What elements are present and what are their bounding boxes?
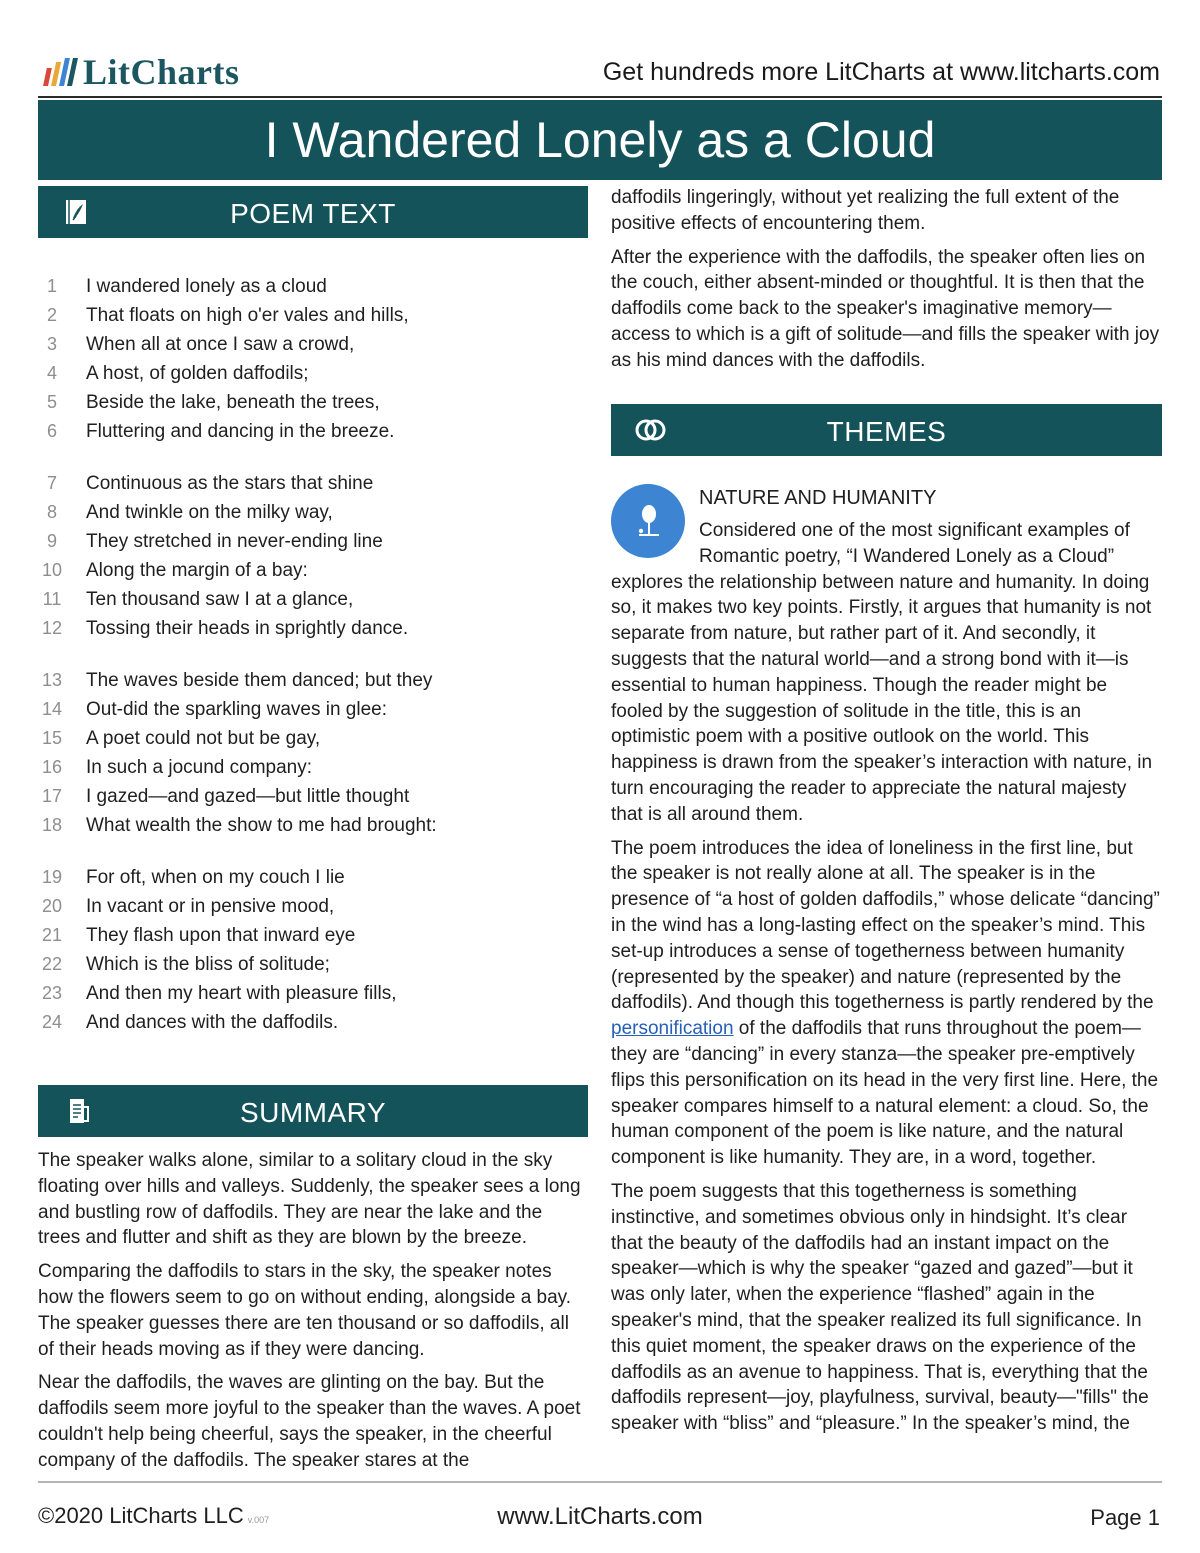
line-text: Ten thousand saw I at a glance, xyxy=(86,589,354,610)
poem-line xyxy=(38,614,588,643)
poem-line xyxy=(38,585,588,614)
page-number: Page 1 xyxy=(1090,1505,1160,1530)
summary-continued xyxy=(611,185,1162,382)
line-number: 5 xyxy=(46,392,57,412)
line-text: And then my heart with pleasure fills, xyxy=(86,983,397,1004)
line-text: Continuous as the stars that shine xyxy=(86,473,374,494)
line-text: That floats on high o'er vales and hills, xyxy=(86,305,409,326)
poem-line xyxy=(38,330,588,359)
poem-line xyxy=(38,469,588,498)
poem-line xyxy=(38,272,588,301)
line-text: I gazed—and gazed—but little thought xyxy=(86,786,410,807)
line-text: I wandered lonely as a cloud xyxy=(86,276,327,297)
poem-line xyxy=(38,950,588,979)
poem-body xyxy=(38,272,588,1060)
line-number: 16 xyxy=(41,757,63,777)
poem-stanza xyxy=(38,272,588,446)
theme-paragraph xyxy=(611,836,1162,1171)
line-number: 8 xyxy=(46,502,57,522)
poem-line xyxy=(38,556,588,585)
line-text: And dances with the daffodils. xyxy=(86,1012,339,1033)
poem-line xyxy=(38,782,588,811)
themes-header xyxy=(611,404,1162,456)
line-text: For oft, when on my couch I lie xyxy=(86,867,345,888)
summary-paragraph: The speaker walks alone, similar to a solitary cloud in the sky floating over hills and valleys. Suddenly, the speaker sees a long and bustling row of daffodils. They are near the lake and the trees and flutter and shift as they are blown by the breeze. xyxy=(38,1150,581,1249)
line-text: A poet could not but be gay, xyxy=(86,728,321,749)
poem-line xyxy=(38,359,588,388)
copyright-text: ©2020 LitCharts LLC xyxy=(38,1503,244,1528)
line-number: 12 xyxy=(41,618,63,638)
line-text: In such a jocund company: xyxy=(86,757,313,778)
personification-link[interactable]: personification xyxy=(611,1018,734,1040)
line-text: And twinkle on the milky way, xyxy=(86,502,333,523)
version-text: v.007 xyxy=(247,1515,270,1525)
line-number: 10 xyxy=(41,560,63,580)
line-text: In vacant or in pensive mood, xyxy=(86,896,335,917)
line-number: 1 xyxy=(46,276,57,296)
summary-title: SUMMARY xyxy=(239,1097,387,1128)
summary-paragraph: daffodils lingeringly, without yet realizing the full extent of the positive effects of encountering them. xyxy=(611,187,1120,234)
line-number: 24 xyxy=(41,1012,63,1032)
footer-divider xyxy=(38,1481,1162,1483)
line-number: 6 xyxy=(46,421,57,441)
logo-bars-icon xyxy=(43,58,78,86)
page-title: I Wandered Lonely as a Cloud xyxy=(38,100,1162,180)
poem-text-header xyxy=(38,186,588,238)
line-text: What wealth the show to me had brought: xyxy=(86,815,437,836)
line-text: Tossing their heads in sprightly dance. xyxy=(86,618,409,639)
theme-text: The poem introduces the idea of loneliness in the first line, but the speaker is not really alone at all. The speaker is in the presence of “a host of golden daffodils,” whose delicate “dancing” in the wind has a long-lasting effect on the speaker’s mind. This set-up introduces a sense of togetherness between humanity (represented by the speaker) and nature (represented by the daffodils). And though this togetherness is partly rendered by the xyxy=(611,837,1160,1014)
line-number: 7 xyxy=(46,473,57,493)
poem-text-title: POEM TEXT xyxy=(230,198,396,229)
line-number: 19 xyxy=(41,867,63,887)
tree-icon xyxy=(611,484,685,558)
summary-paragraph: Near the daffodils, the waves are glinting on the bay. But the daffodils seem more joyful to the speaker than the waves. A poet couldn't help being cheerful, says the speaker, in the cheerful company of the daffodils. The speaker stares at the xyxy=(38,1372,581,1471)
poem-line xyxy=(38,753,588,782)
line-number: 2 xyxy=(46,305,57,325)
summary-paragraph: Comparing the daffodils to stars in the sky, the speaker notes how the flowers seem to go on without ending, alongside a bay. The speaker guesses there are ten thousand or so daffodils, all of their heads moving as if they were dancing. xyxy=(38,1261,572,1360)
logo-wordmark: LitCharts xyxy=(83,52,240,92)
line-text: Fluttering and dancing in the breeze. xyxy=(86,421,395,442)
line-number: 11 xyxy=(42,589,62,609)
line-text: A host, of golden daffodils; xyxy=(86,363,309,384)
poem-line xyxy=(38,979,588,1008)
poem-line xyxy=(38,527,588,556)
line-text: The waves beside them danced; but they xyxy=(86,670,433,691)
line-number: 9 xyxy=(46,531,57,551)
line-number: 3 xyxy=(46,334,57,354)
poem-line xyxy=(38,921,588,950)
theme-text: of the daffodils that runs throughout the poem—they are “dancing” in every stanza—the speaker pre-emptively flips this personification on its head in the very first line. Here, the speaker compares himself to a natural element: a cloud. So, the human component of the poem is like nature, and the natural component is like humanity. They are, in a word, together. xyxy=(611,1018,1159,1169)
poem-line xyxy=(38,388,588,417)
page-header xyxy=(38,52,1162,96)
line-number: 15 xyxy=(41,728,63,748)
line-text: Out-did the sparkling waves in glee: xyxy=(86,699,387,720)
poem-line xyxy=(38,892,588,921)
poem-line xyxy=(38,417,588,446)
line-number: 18 xyxy=(41,815,63,835)
poem-line xyxy=(38,863,588,892)
theme-title: NATURE AND HUMANITY xyxy=(699,487,937,509)
line-number: 21 xyxy=(41,925,63,945)
themes-title: THEMES xyxy=(826,416,947,447)
line-text: Beside the lake, beneath the trees, xyxy=(86,392,380,413)
summary-paragraph: After the experience with the daffodils, the speaker often lies on the couch, either absent-minded or thoughtful. It is then that the daffodils come back to the speaker's imaginative memory—access to which is a gift of solitude—and fills the speaker with joy as his mind dances with the daffodils. xyxy=(611,246,1160,371)
poem-stanza xyxy=(38,666,588,840)
poem-stanza xyxy=(38,469,588,643)
footer-site-link[interactable]: www.LitCharts.com xyxy=(497,1503,703,1530)
line-text: When all at once I saw a crowd, xyxy=(86,334,355,355)
line-number: 20 xyxy=(41,896,63,916)
line-number: 13 xyxy=(41,670,63,690)
summary-body xyxy=(38,1148,588,1482)
promo-text[interactable]: Get hundreds more LitCharts at www.litcharts.com xyxy=(602,58,1160,86)
poem-line xyxy=(38,811,588,840)
poem-line xyxy=(38,301,588,330)
line-text: Along the margin of a bay: xyxy=(86,560,308,581)
line-number: 23 xyxy=(41,983,63,1003)
poem-line xyxy=(38,1008,588,1037)
line-text: They flash upon that inward eye xyxy=(86,925,356,946)
line-text: Which is the bliss of solitude; xyxy=(86,954,330,975)
line-text: They stretched in never-ending line xyxy=(86,531,383,552)
poem-line xyxy=(38,724,588,753)
line-number: 22 xyxy=(41,954,63,974)
theme-paragraph: The poem suggests that this togetherness is something instinctive, and sometimes obvious only in hindsight. It’s clear that the beauty of the daffodils had an instant impact on the speaker—which is why the speaker “gazed and gazed”—but it was only later, when the experience “flashed” again in the speaker's mind, that the speaker realized its full significance. In this quiet moment, the speaker draws on the experience of the daffodils as an avenue to happiness. That is, everything that the daffodils represent—joy, playfulness, survival, beauty—"fills" the speaker with “bliss” and “pleasure.” In the speaker’s mind, the xyxy=(611,1180,1149,1435)
line-number: 4 xyxy=(46,363,57,383)
header-divider xyxy=(38,96,1162,98)
line-number: 17 xyxy=(41,786,63,806)
poem-stanza xyxy=(38,863,588,1037)
poem-line xyxy=(38,695,588,724)
summary-header xyxy=(38,1085,588,1137)
poem-line xyxy=(38,498,588,527)
litcharts-logo[interactable] xyxy=(46,52,240,92)
line-number: 14 xyxy=(41,699,63,719)
theme-nature-and-humanity xyxy=(611,482,1162,1445)
theme-paragraph: Considered one of the most significant examples of Romantic poetry, “I Wandered Lonely as a Cloud” explores the relationship between nature and humanity. In doing so, it makes two key points. Firstly, it argues that humanity is not separate from nature, but rather part of it. And secondly, it suggests that the natural world—and a strong bond with it—is essential to human happiness. Though the reader might be fooled by the suggestion of solitude in the title, this is an optimistic poem with a positive outlook on the world. This happiness is drawn from the speaker’s interaction with nature, in turn encouraging the reader to appreciate the natural majesty that is all around them. xyxy=(611,520,1153,825)
poem-line xyxy=(38,666,588,695)
